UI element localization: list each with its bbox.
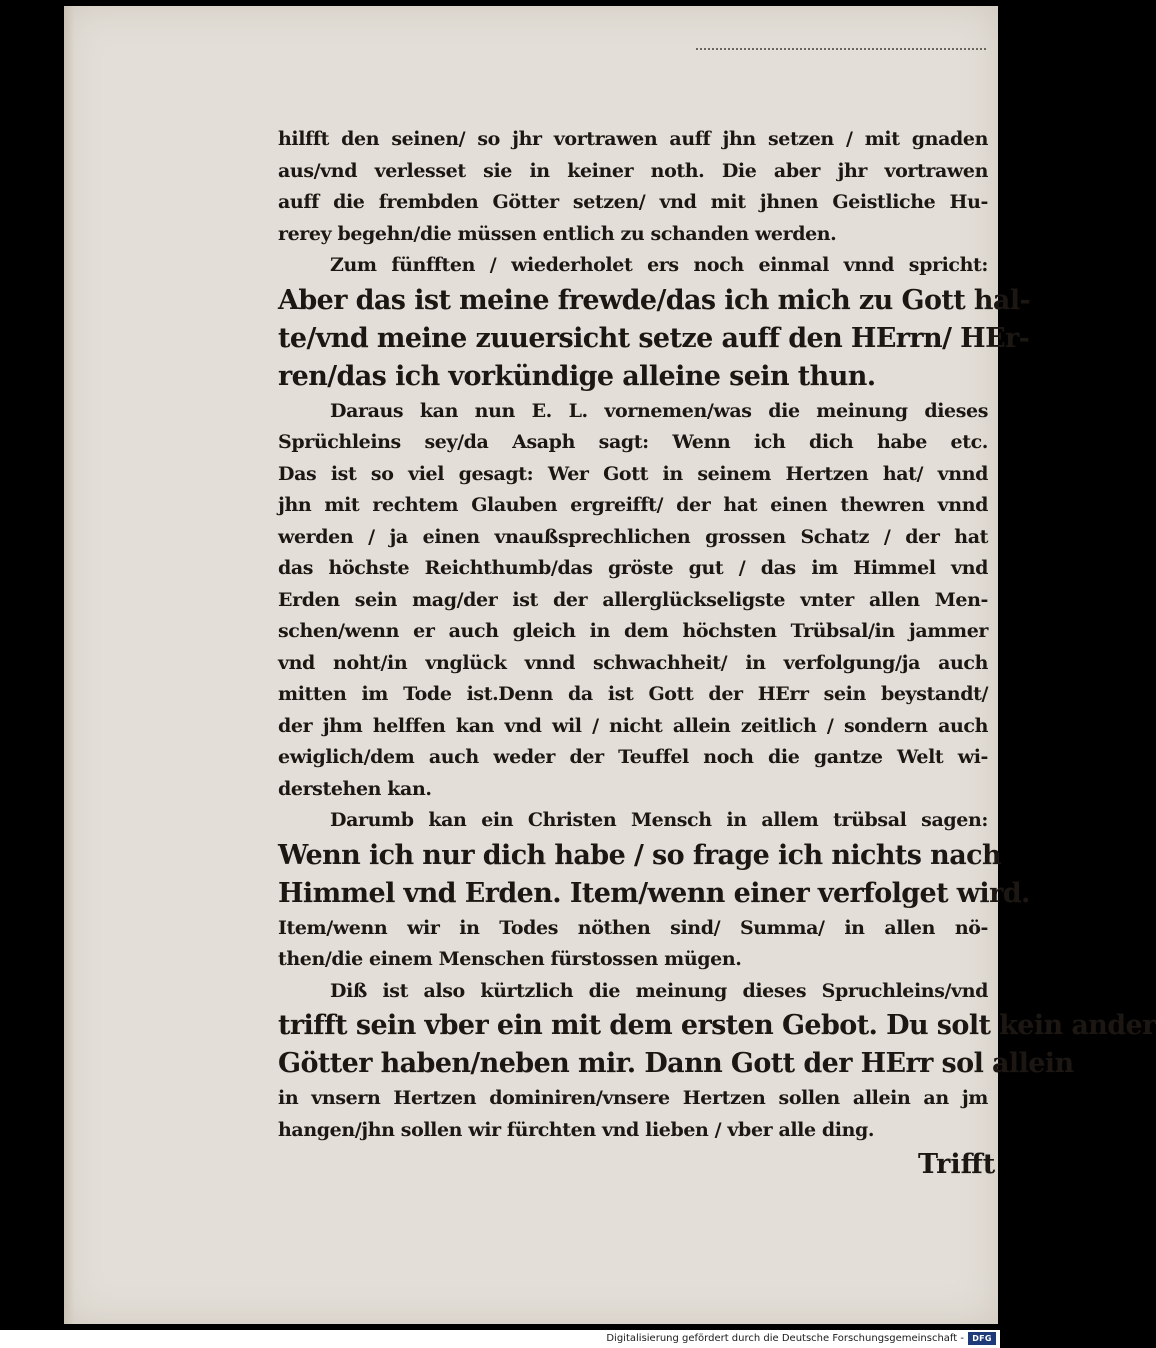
text-line: hangen/jhn sollen wir fürchten vnd lieben / vber alle ding. xyxy=(278,1118,875,1141)
digitization-footer xyxy=(0,1330,1000,1348)
text-line: Sprüchleins sey/da Asaph sagt: Wenn ich dich habe etc. xyxy=(278,431,988,453)
text-line: derstehen kan. xyxy=(278,777,432,800)
dfg-logo-icon: DFG xyxy=(968,1332,996,1345)
text-line-large: Götter haben/neben mir. Dann Gott der HErr sol allein xyxy=(278,1048,1074,1079)
text-line: das höchste Reichthumb/das gröste gut / das im Himmel vnd xyxy=(278,557,988,579)
text-line: Item/wenn wir in Todes nöthen sind/ Summa/ in allen nö- xyxy=(278,916,988,939)
text-line: der jhm helffen kan vnd wil / nicht allein zeitlich / sondern auch xyxy=(278,714,988,737)
text-line: Diß ist also kürtzlich die meinung dieses Spruchleins/vnd xyxy=(330,979,988,1002)
text-line: ewiglich/dem auch weder der Teuffel noch die gantze Welt wi- xyxy=(278,746,988,768)
text-line: Das ist so viel gesagt: Wer Gott in seinem Hertzen hat/ vnnd xyxy=(278,462,988,485)
text-line: jhn mit rechtem Glauben ergreifft/ der hat einen thewren vnnd xyxy=(278,494,988,516)
text-line: in vnsern Hertzen dominiren/vnsere Hertzen sollen allein an jm xyxy=(278,1087,988,1109)
text-line: rerey begehn/die müssen entlich zu schanden werden. xyxy=(278,222,837,245)
text-line-large: ren/das ich vorkündige alleine sein thun. xyxy=(278,360,876,392)
top-ornament-rule xyxy=(696,48,986,56)
text-line: Zum fünfften / wiederholet ers noch einmal vnnd spricht: xyxy=(330,254,988,276)
text-line: Darumb kan ein Christen Mensch in allem trübsal sagen: xyxy=(330,809,988,831)
text-line-large: Wenn ich nur dich habe / so frage ich nichts nach xyxy=(278,839,1001,871)
text-line: auff die frembden Götter setzen/ vnd mit jhnen Geistliche Hu- xyxy=(278,191,988,213)
text-line: Erden sein mag/der ist der allerglückseligste vnter allen Men- xyxy=(278,588,988,611)
text-line-large: Himmel vnd Erden. Item/wenn einer verfolget wird. xyxy=(278,877,1030,909)
text-line-large: trifft sein vber ein mit dem ersten Gebot. Du solt kein ander xyxy=(278,1010,1156,1041)
text-line: aus/vnd verlesset sie in keiner noth. Die aber jhr vortrawen xyxy=(278,159,988,182)
page-text-block xyxy=(278,124,1156,1146)
text-line: Daraus kan nun E. L. vornemen/was die meinung dieses xyxy=(330,399,988,422)
text-line-large: Aber das ist meine frewde/das ich mich zu Gott hal- xyxy=(278,284,1031,316)
text-line-large: te/vnd meine zuuersicht setze auff den HErrn/ HEr- xyxy=(278,322,1030,354)
page-gutter-shadow xyxy=(64,6,74,1324)
text-line: schen/wenn er auch gleich in dem höchsten Trübsal/in jammer xyxy=(278,620,988,642)
book-page xyxy=(64,6,1156,1324)
funding-credit: Digitalisierung gefördert durch die Deutsche Forschungsgemeinschaft - xyxy=(606,1333,964,1344)
text-line: then/die einem Menschen fürstossen mügen. xyxy=(278,948,742,970)
text-line: mitten im Tode ist.Denn da ist Gott der HErr sein beystandt/ xyxy=(278,683,988,705)
text-line: werden / ja einen vnaußsprechlichen grossen Schatz / der hat xyxy=(278,525,988,548)
text-line: vnd noht/in vnglück vnnd schwachheit/ in verfolgung/ja auch xyxy=(278,651,988,674)
catchword: Trifft xyxy=(918,1149,996,1180)
text-line: hilfft den seinen/ so jhr vortrawen auff jhn setzen / mit gnaden xyxy=(278,128,988,150)
